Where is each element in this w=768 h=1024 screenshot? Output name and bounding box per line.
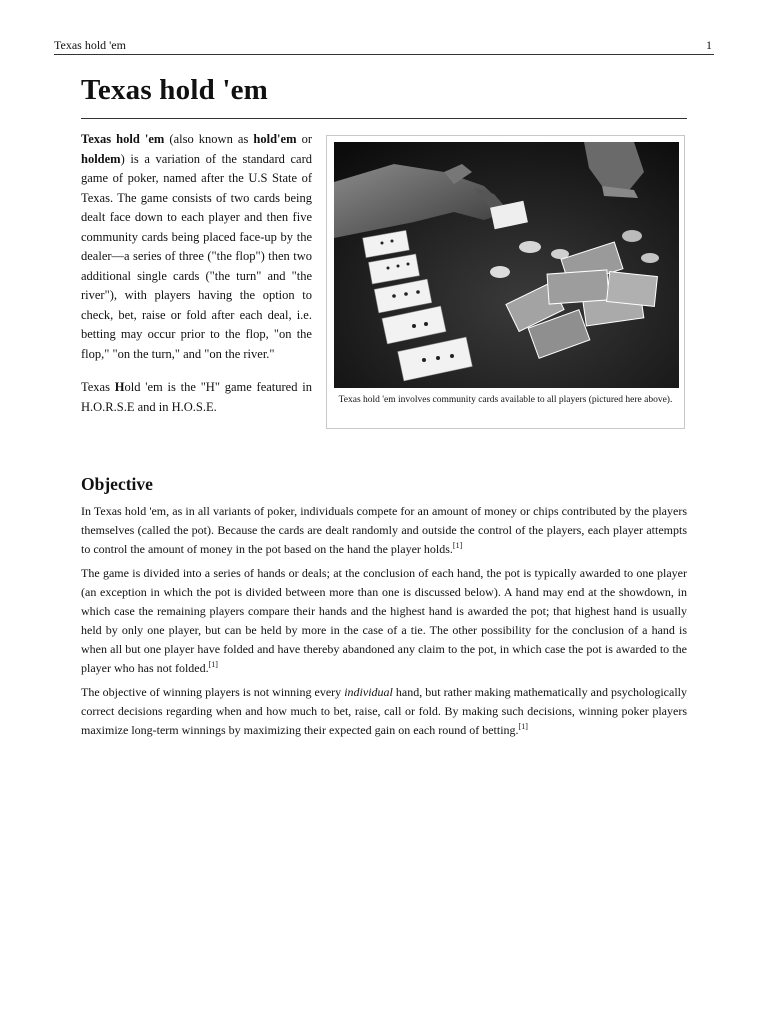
figure-caption: Texas hold 'em involves community cards available to all players (pictured here above).	[338, 395, 673, 405]
running-header	[54, 38, 714, 55]
citation-link[interactable]: [1]	[518, 722, 528, 731]
body-paragraph-1	[81, 502, 687, 559]
citation-link[interactable]: [1]	[208, 660, 218, 669]
intro-text-run: (also known as	[164, 132, 254, 146]
body-paragraph-text: In Texas hold 'em, as in all variants of poker, individuals compete for an amount of money or chips contributed by the players themselves (called the pot). Because the cards are dealt randomly and outside the control of the players, each player attempts to control the amount of money in the pot based on the hand the player holds.	[81, 504, 687, 556]
poker-table-photo	[334, 142, 679, 388]
body-paragraph-text: hand, but rather making mathematically and psychologically correct decisions regarding when and how much to bet, raise, call or fold. By making such decisions, winning poker players maximize long-term winnings by maximizing their expected gain on each round of betting.	[81, 685, 687, 737]
running-header-title: Texas hold 'em	[54, 38, 126, 52]
figure	[326, 135, 685, 429]
page-number: 1	[706, 38, 712, 52]
intro-text	[81, 130, 312, 417]
intro-bold-letter: H	[114, 380, 125, 394]
intro-paragraph-2	[81, 378, 312, 417]
section-heading: Objective	[81, 474, 153, 494]
intro-bold-term: hold'em	[253, 132, 297, 146]
intro-bold-term: Texas hold 'em	[81, 132, 165, 146]
page-title: Texas hold 'em	[81, 74, 269, 106]
citation-link[interactable]: [1]	[452, 541, 463, 550]
title-rule	[81, 118, 687, 119]
intro-bold-term: holdem	[81, 151, 121, 166]
intro-text-run: old 'em is the "H" game featured in H.O.R.S.E and in H.O.S.E.	[81, 380, 312, 414]
intro-text-run: Texas	[81, 380, 115, 394]
intro-paragraph-1	[81, 130, 312, 364]
intro-text-run: ) is a variation of the standard card game of poker, named after the U.S State of Texas. The game consists of two cards being dealt face down to each player and then five community cards being placed face-up by the dealer—a series of three ("the flop") then two additional single cards ("the turn" and "the river"), with players having the option to check, bet, raise or fold after each deal, i.e. betting may occur prior to the flop, "on the flop," "on the turn," and "on the river."	[81, 151, 312, 361]
section-body	[81, 502, 687, 745]
body-paragraph-2	[81, 564, 687, 678]
intro-text-run: or	[296, 132, 312, 146]
emphasized-word: individual	[344, 685, 393, 699]
body-paragraph-3	[81, 683, 687, 740]
body-paragraph-text: The objective of winning players is not winning every	[81, 685, 345, 699]
body-paragraph-text: The game is divided into a series of hands or deals; at the conclusion of each hand, the pot is typically awarded to one player (an exception in which the pot is divided between more than one is discussed below). A hand may end at the showdown, in which case the remaining players compare their hands and the highest hand is awarded the pot; that highest hand is usually held by only one player, but can be held by more in the case of a tie. The other possibility for the conclusion of a hand is when all but one player have folded and have thereby abandoned any claim to the pot, in which case the pot is awarded to the player who has not folded.	[81, 566, 687, 675]
